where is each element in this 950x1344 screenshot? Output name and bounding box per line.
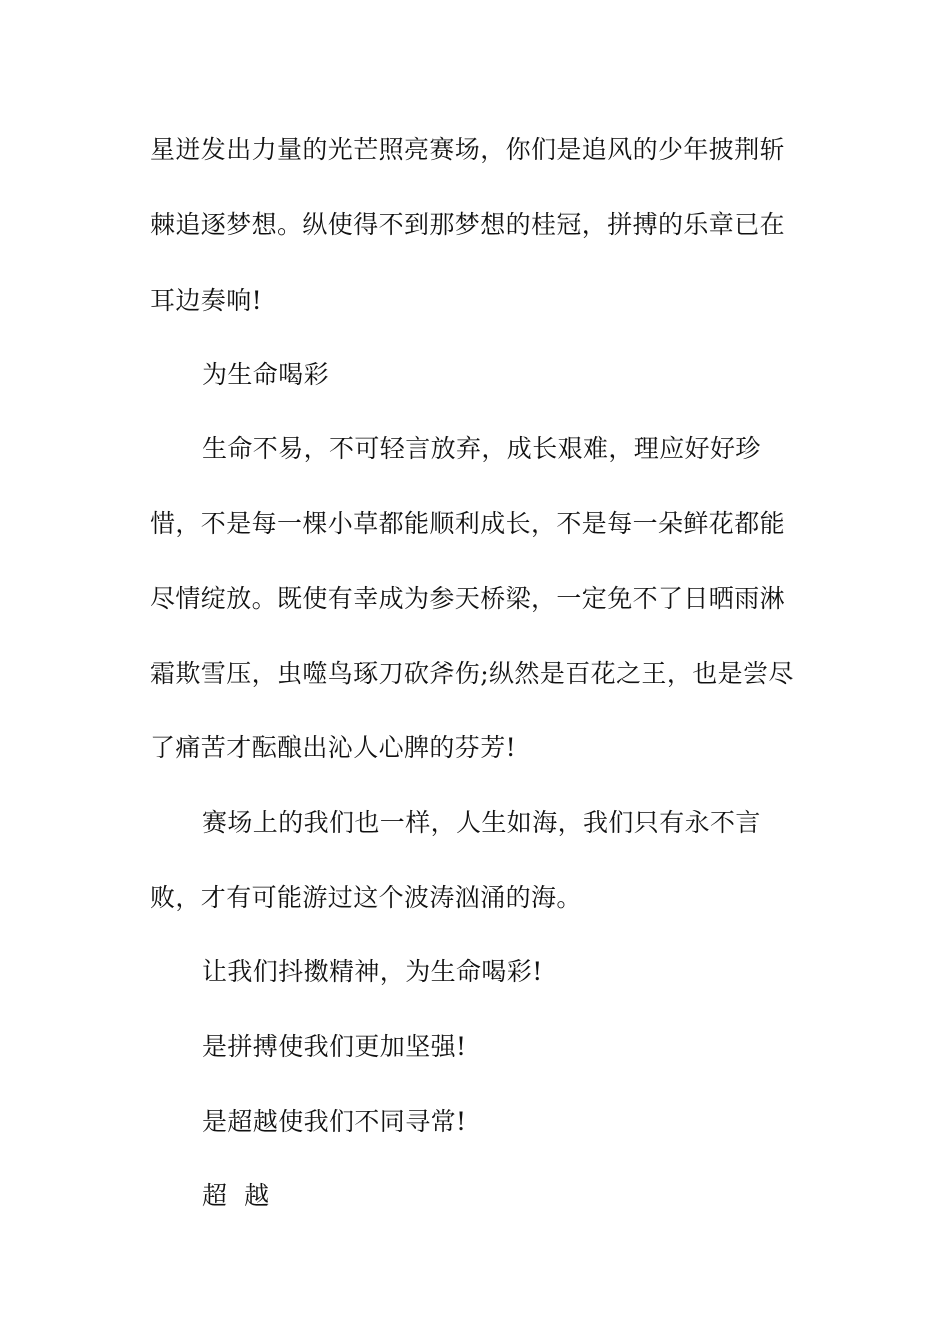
paragraph-line: 赛场上的我们也一样，人生如海，我们只有永不言 <box>202 808 761 837</box>
paragraph-line: 惜，不是每一棵小草都能顺利成长，不是每一朵鲜花都能 <box>150 509 786 538</box>
section-heading: 为生命喝彩 <box>202 360 330 389</box>
paragraph-line: 星迸发出力量的光芒照亮赛场，你们是追风的少年披荆斩 <box>150 135 786 164</box>
paragraph-line: 了痛苦才酝酿出沁人心脾的芬芳! <box>150 733 517 762</box>
section-heading: 超 越 <box>202 1181 270 1210</box>
paragraph-line: 霜欺雪压，虫噬鸟琢刀砍斧伤;纵然是百花之王，也是尝尽 <box>150 659 794 688</box>
paragraph-line: 是拼搏使我们更加坚强! <box>202 1032 467 1061</box>
paragraph-line: 耳边奏响! <box>150 286 263 315</box>
paragraph-line: 败，才有可能游过这个波涛汹涌的海。 <box>150 883 582 912</box>
paragraph-line: 棘追逐梦想。纵使得不到那梦想的桂冠，拼搏的乐章已在 <box>150 210 786 239</box>
paragraph-line: 是超越使我们不同寻常! <box>202 1107 467 1136</box>
paragraph-line: 尽情绽放。既使有幸成为参天桥梁，一定免不了日晒雨淋 <box>150 584 786 613</box>
paragraph-line: 生命不易，不可轻言放弃，成长艰难，理应好好珍 <box>202 434 761 463</box>
paragraph-line: 让我们抖擞精神，为生命喝彩! <box>202 957 543 986</box>
